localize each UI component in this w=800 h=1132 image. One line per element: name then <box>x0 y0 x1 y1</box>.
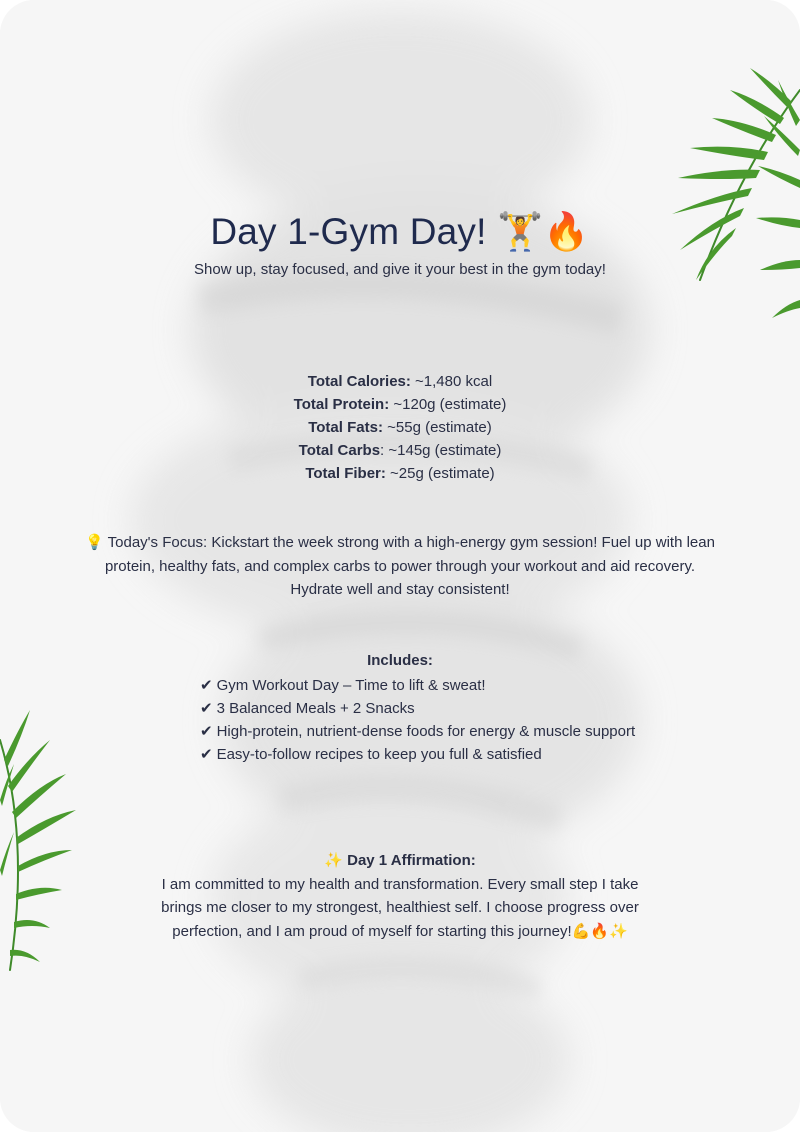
list-item <box>200 743 635 766</box>
page-subtitle: Show up, stay focused, and give it your best in the gym today! <box>194 261 606 278</box>
affirmation-text-block <box>140 873 660 944</box>
macro-calories-label: Total Calories: <box>307 373 411 390</box>
focus-text: Today's Focus: Kickstart the week strong with a high-energy gym session! Fuel up with lean protein, healthy fats, and complex carbs to power through your workout and aid recovery. Hydrate well and stay consistent! <box>103 534 715 598</box>
macro-calories-value: ~1,480 kcal <box>410 373 493 390</box>
includes-title: Includes: <box>367 652 433 669</box>
macro-carbs-label: Total Carbs <box>298 442 381 459</box>
page-title <box>0 210 800 254</box>
macro-carbs <box>0 439 800 462</box>
checkmark-icon: ✔ <box>200 677 213 694</box>
macro-protein-value: ~120g (estimate) <box>389 396 507 413</box>
affirmation-text: I am committed to my health and transformation. Every small step I take brings me closer to my strongest, healthiest self. I choose progress over perfection, and I am proud of myself for starting this journey! <box>161 875 639 940</box>
checkmark-icon: ✔ <box>200 700 213 717</box>
affirmation-section <box>140 849 660 943</box>
includes-section <box>0 650 800 763</box>
macro-fats-label: Total Fats: <box>308 419 383 436</box>
list-item-text: Gym Workout Day – Time to lift & sweat! <box>216 677 486 694</box>
macro-fats-value: ~55g (estimate) <box>382 419 492 436</box>
includes-list <box>200 674 635 766</box>
checkmark-icon: ✔ <box>200 746 213 763</box>
list-item-text: Easy-to-follow recipes to keep you full & satisfied <box>216 746 542 763</box>
macro-fats <box>0 416 800 439</box>
muscle-fire-sparkles-icon: 💪🔥✨ <box>571 921 628 940</box>
macro-carbs-value: : ~145g (estimate) <box>380 442 502 459</box>
palm-leaf-top-right <box>660 60 800 340</box>
checkmark-icon: ✔ <box>200 723 213 740</box>
palm-leaf-bottom-left <box>0 700 90 990</box>
list-item <box>200 697 635 720</box>
lightbulb-icon: 💡 <box>85 533 104 551</box>
macro-calories <box>0 370 800 393</box>
macros-summary <box>0 370 800 485</box>
affirmation-title-text: Day 1 Affirmation: <box>342 852 476 869</box>
macro-fiber <box>0 462 800 485</box>
macro-fiber-value: ~25g (estimate) <box>385 465 495 482</box>
todays-focus <box>85 531 715 602</box>
list-item <box>200 720 635 743</box>
macro-protein <box>0 393 800 416</box>
title-text: Day 1-Gym Day! <box>210 211 487 252</box>
sparkles-icon: ✨ <box>324 851 343 869</box>
list-item-text: 3 Balanced Meals + 2 Snacks <box>216 700 415 717</box>
weightlifter-fire-icon: 🏋🔥 <box>497 210 590 253</box>
list-item-text: High-protein, nutrient-dense foods for energy & muscle support <box>216 723 636 740</box>
affirmation-title <box>140 849 660 873</box>
list-item <box>200 674 635 697</box>
macro-protein-label: Total Protein: <box>293 396 390 413</box>
macro-fiber-label: Total Fiber: <box>305 465 386 482</box>
